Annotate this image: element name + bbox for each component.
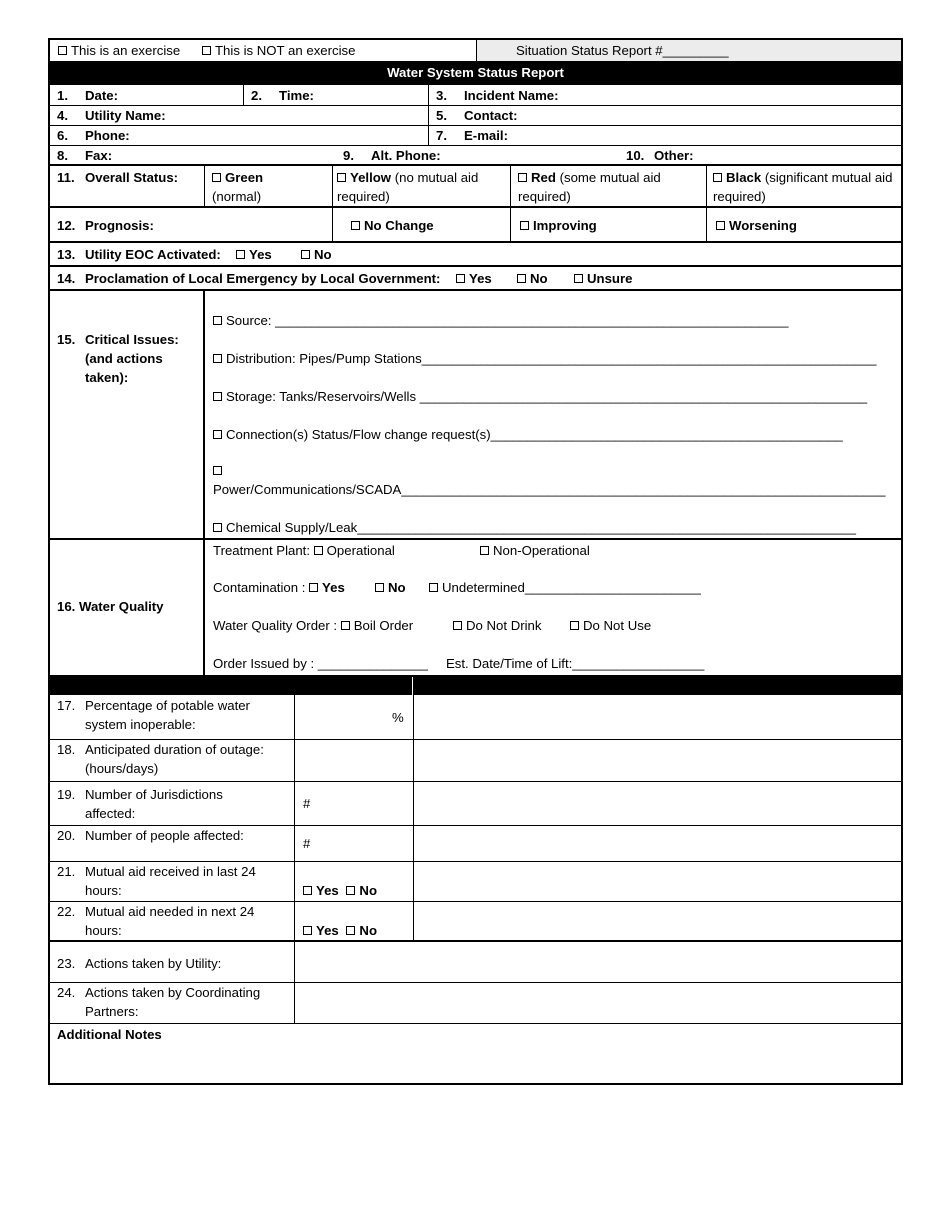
metric-20-notes-input[interactable] — [415, 827, 899, 859]
prognosis-worsening-option[interactable]: Worsening — [716, 216, 797, 235]
metric-21-notes-input[interactable] — [415, 863, 899, 899]
metric-21-num: 21. — [57, 864, 76, 879]
eoc-no-checkbox[interactable] — [301, 250, 310, 259]
eoc-yes-option[interactable]: Yes — [236, 245, 272, 264]
connection-checkbox[interactable] — [213, 430, 222, 439]
status-green-option[interactable]: Green (normal) — [212, 170, 264, 204]
exercise-option[interactable] — [58, 41, 180, 60]
divider — [413, 695, 414, 940]
divider — [48, 265, 903, 267]
contact-field[interactable]: 5. Contact: — [436, 108, 518, 123]
critical-issues-label-3: taken): — [85, 370, 129, 385]
metric-17-value-input[interactable] — [296, 697, 411, 737]
metric-19-notes-input[interactable] — [415, 783, 899, 823]
status-black-checkbox[interactable] — [713, 173, 722, 182]
status-green-checkbox[interactable] — [212, 173, 221, 182]
proclamation-no-checkbox[interactable] — [517, 274, 526, 283]
actions-partners-input[interactable] — [296, 984, 899, 1022]
fax-field[interactable]: 8. Fax: — [57, 148, 113, 163]
divider — [48, 538, 903, 540]
additional-notes-label: Additional Notes — [57, 1027, 162, 1042]
contamination-no-option[interactable]: No — [375, 578, 406, 597]
prognosis-no-change-option[interactable]: No Change — [351, 216, 434, 235]
chemical-checkbox[interactable] — [213, 523, 222, 532]
aid-needed-no-checkbox[interactable] — [346, 926, 355, 935]
status-black-option[interactable]: Black (significant mutual aid required) — [713, 170, 893, 204]
action-24-label: Actions taken by Coordinating Partners: — [85, 985, 261, 1019]
distribution-checkbox[interactable] — [213, 354, 222, 363]
issue-distribution[interactable]: Distribution: Pipes/Pump Stations______________________________________________________________ — [213, 349, 876, 368]
metric-18-label: Anticipated duration of outage: (hours/days) — [85, 742, 264, 776]
divider — [294, 695, 295, 940]
divider — [204, 165, 205, 206]
divider — [203, 290, 205, 675]
metric-18-num: 18. — [57, 742, 76, 757]
metrics-header-divider — [412, 677, 413, 695]
divider — [48, 241, 903, 243]
contamination-row: Contamination : Yes — [213, 580, 345, 595]
additional-notes-input[interactable] — [50, 1044, 901, 1083]
date-field[interactable]: 1. Date: — [57, 88, 118, 103]
situation-report-number[interactable]: Situation Status Report #_________ — [516, 43, 729, 58]
improving-checkbox[interactable] — [520, 221, 529, 230]
metric-20-num: 20. — [57, 828, 76, 843]
status-red-option[interactable]: Red (some mutual aid required) — [518, 170, 661, 204]
action-23-label: Actions taken by Utility: — [85, 956, 222, 971]
divider — [243, 85, 244, 105]
metric-17-unit: % — [392, 710, 404, 725]
not-exercise-label: This is NOT an exercise — [215, 43, 356, 58]
status-red-checkbox[interactable] — [518, 173, 527, 182]
do-not-use-option[interactable]: Do Not Use — [570, 616, 651, 635]
issue-source[interactable]: Source: ______________________________________________________________________ — [213, 311, 789, 330]
issue-storage[interactable]: Storage: Tanks/Reservoirs/Wells _____________________________________________________________ — [213, 387, 867, 406]
divider — [48, 206, 903, 208]
divider — [428, 85, 429, 145]
do-not-drink-checkbox[interactable] — [453, 621, 462, 630]
not-exercise-option[interactable] — [202, 41, 355, 60]
non-operational-option[interactable]: Non-Operational — [480, 541, 590, 560]
metric-19-label: Number of Jurisdictions affected: — [85, 787, 223, 821]
overall-status-label: 11. Overall Status: — [57, 170, 179, 185]
eoc-yes-checkbox[interactable] — [236, 250, 245, 259]
treatment-plant-row: Treatment Plant: Operational — [213, 543, 395, 558]
boil-order-checkbox[interactable] — [341, 621, 350, 630]
metric-18-value-input[interactable] — [296, 741, 411, 779]
other-field[interactable]: 10. Other: — [626, 148, 694, 163]
issue-power[interactable] — [213, 461, 226, 480]
metric-20-unit: # — [303, 836, 311, 851]
water-quality-label: 16. Water Quality — [57, 599, 164, 614]
metrics-header-bar — [50, 675, 901, 695]
metric-22-label: Mutual aid needed in next 24 hours: — [85, 904, 255, 938]
contamination-no-checkbox[interactable] — [375, 583, 384, 592]
issue-connection[interactable]: Connection(s) Status/Flow change request(s)________________________________________________ — [213, 425, 843, 444]
action-23-num: 23. — [57, 956, 76, 971]
water-quality-order-row: Water Quality Order : Boil Order — [213, 618, 414, 633]
order-issued-by-field[interactable]: Order Issued by : _______________ — [213, 656, 428, 671]
issue-chemical[interactable]: Chemical Supply/Leak____________________________________________________________________ — [213, 518, 856, 537]
prognosis-improving-option[interactable]: Improving — [520, 216, 597, 235]
operational-checkbox[interactable] — [314, 546, 323, 555]
action-24-num: 24. — [57, 985, 76, 1000]
divider — [48, 1023, 903, 1024]
proclamation-yes-option[interactable]: Yes — [456, 269, 492, 288]
divider — [48, 145, 903, 146]
time-field[interactable]: 2. Time: — [251, 88, 314, 103]
metric-19-unit: # — [303, 796, 311, 811]
critical-issues-label-2: (and actions — [85, 351, 163, 366]
utility-name-field[interactable]: 4. Utility Name: — [57, 108, 166, 123]
metric-20-label: Number of people affected: — [85, 828, 244, 843]
aid-received-yes-checkbox[interactable] — [303, 886, 312, 895]
divider — [332, 165, 333, 241]
contamination-yes-checkbox[interactable] — [309, 583, 318, 592]
metric-18-notes-input[interactable] — [415, 741, 899, 779]
non-operational-checkbox[interactable] — [480, 546, 489, 555]
eoc-activated-label: 13. Utility EOC Activated: — [57, 247, 221, 262]
metric-17-notes-input[interactable] — [415, 697, 899, 737]
status-yellow-option[interactable]: Yellow (no mutual aid required) — [337, 170, 479, 204]
mutual-aid-needed-options: Yes No — [303, 921, 377, 940]
metric-22-notes-input[interactable] — [415, 903, 899, 939]
divider — [48, 940, 903, 942]
divider — [706, 165, 707, 241]
divider — [476, 40, 477, 61]
worsening-checkbox[interactable] — [716, 221, 725, 230]
status-yellow-checkbox[interactable] — [337, 173, 346, 182]
do-not-use-checkbox[interactable] — [570, 621, 579, 630]
email-field[interactable]: 7. E-mail: — [436, 128, 508, 143]
prognosis-label: 12. Prognosis: — [57, 218, 154, 233]
proclamation-yes-checkbox[interactable] — [456, 274, 465, 283]
divider — [48, 781, 903, 782]
source-checkbox[interactable] — [213, 316, 222, 325]
alt-phone-field[interactable]: 9. Alt. Phone: — [343, 148, 441, 163]
metric-17-num: 17. — [57, 698, 76, 713]
not-exercise-checkbox[interactable] — [202, 46, 211, 55]
metric-19-num: 19. — [57, 787, 76, 802]
storage-checkbox[interactable] — [213, 392, 222, 401]
exercise-label: This is an exercise — [71, 43, 181, 58]
exercise-checkbox[interactable] — [58, 46, 67, 55]
divider — [294, 942, 295, 1023]
metric-21-label: Mutual aid received in last 24 hours: — [85, 864, 256, 898]
proclamation-unsure-checkbox[interactable] — [574, 274, 583, 283]
divider — [48, 164, 903, 166]
form-title: Water System Status Report — [50, 61, 901, 85]
aid-received-no-checkbox[interactable] — [346, 886, 355, 895]
proclamation-unsure-option[interactable]: Unsure — [574, 269, 632, 288]
divider — [510, 165, 511, 241]
proclamation-no-option[interactable]: No — [517, 269, 548, 288]
contamination-undetermined-option[interactable]: Undetermined________________________ — [429, 578, 701, 597]
critical-issues-label: 15. Critical Issues: — [57, 332, 179, 347]
no-change-checkbox[interactable] — [351, 221, 360, 230]
proclamation-label: 14. Proclamation of Local Emergency by Local Government: — [57, 271, 441, 286]
power-checkbox[interactable] — [213, 466, 222, 475]
divider — [48, 289, 903, 291]
undetermined-checkbox[interactable] — [429, 583, 438, 592]
metric-22-num: 22. — [57, 904, 76, 919]
incident-name-field[interactable]: 3. Incident Name: — [436, 88, 559, 103]
issue-power-label: Power/Communications/SCADA__________________________________________________________________ — [213, 482, 886, 497]
actions-utility-input[interactable] — [296, 943, 899, 981]
phone-field[interactable]: 6. Phone: — [57, 128, 130, 143]
mutual-aid-received-options: Yes No — [303, 881, 377, 900]
do-not-drink-option[interactable]: Do Not Drink — [453, 616, 541, 635]
metric-17-label: Percentage of potable water system inoperable: — [85, 698, 250, 732]
aid-needed-yes-checkbox[interactable] — [303, 926, 312, 935]
lift-time-field[interactable]: Est. Date/Time of Lift:__________________ — [446, 656, 705, 671]
eoc-no-option[interactable]: No — [301, 245, 332, 264]
